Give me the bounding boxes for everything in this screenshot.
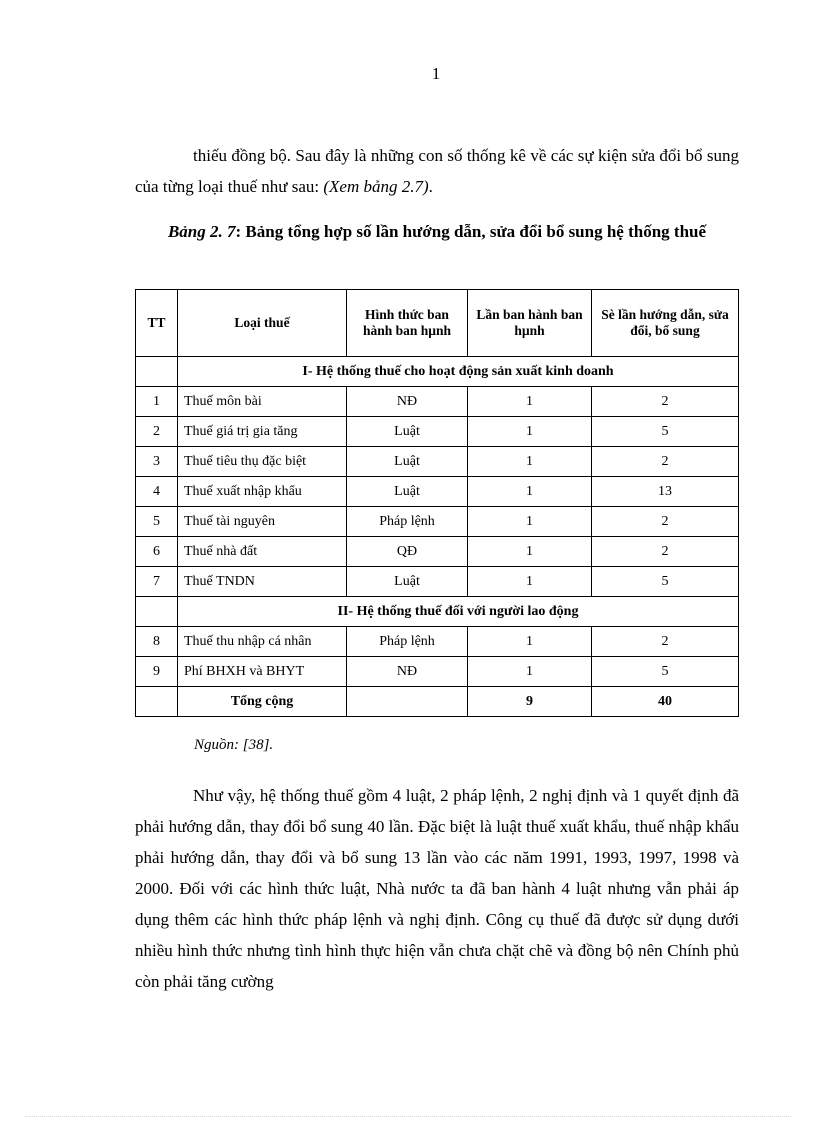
total-times: 9 [468,687,592,717]
cell-times: 1 [468,627,592,657]
header-form: Hình thức ban hành ban hµnh [347,290,468,357]
total-guide: 40 [592,687,739,717]
table-row [136,447,739,477]
cell-tt: 3 [136,447,178,477]
intro-paragraph [135,140,739,202]
table-reference: (Xem bảng 2.7) [323,177,429,196]
cell-tt: 9 [136,657,178,687]
cell-tax-type: Thuế tài nguyên [178,507,347,537]
page-number: 1 [431,64,441,83]
cell-tax-type: Thuế xuất nhập khẩu [178,477,347,507]
cell-form: Luật [347,477,468,507]
cell-form: NĐ [347,387,468,417]
intro-text: thiếu đồng bộ. Sau đây là những con số thống kê về các sự kiện sửa đổi bổ sung của từng loại thuế như sau: [135,146,739,196]
cell-form: NĐ [347,657,468,687]
table-header-row [136,290,739,357]
cell-form: Luật [347,417,468,447]
source-note: Nguồn: [38]. [194,737,274,753]
total-empty-form [347,687,468,717]
cell-form: Pháp lệnh [347,507,468,537]
header-issue-times: Lần ban hành ban hµnh [468,290,592,357]
body-text: Như vậy, hệ thống thuế gồm 4 luật, 2 pháp lệnh, 2 nghị định và 1 quyết định đã phải hướng dẫn, thay đổi bổ sung 40 lần. Đặc biệt là luật thuế xuất khẩu, thuế nhập khẩu phải hướng dẫn, thay đổi và bổ sung 13 lần vào các năm 1991, 1993, 1997, 1998 và 2000. Đối với các hình thức luật, Nhà nước ta đã ban hành 4 luật nhưng vẫn phải áp dụng thêm các hình thức pháp lệnh và nghị định. Công cụ thuế đã được sử dụng dưới nhiều hình thức nhưng tình hình thực hiện vẫn chưa chặt chẽ và đồng bộ nên Chính phủ còn phải tăng cường [135,786,739,991]
body-paragraph [135,780,739,997]
cell-times: 1 [468,567,592,597]
cell-tax-type: Thuế nhà đất [178,537,347,567]
cell-tt: 4 [136,477,178,507]
total-label: Tổng cộng [178,687,347,717]
cell-times: 1 [468,507,592,537]
cell-times: 1 [468,417,592,447]
table-row [136,627,739,657]
cell-tax-type: Phí BHXH và BHYT [178,657,347,687]
cell-guide: 2 [592,627,739,657]
cell-guide: 2 [592,447,739,477]
cell-tt: 5 [136,507,178,537]
section-title-2: II- Hệ thống thuế đối với người lao động [178,597,739,627]
cell-form: Pháp lệnh [347,627,468,657]
cell-form: QĐ [347,537,468,567]
section-row-2 [136,597,739,627]
header-guidance-count: Sè lần hướng dẫn, sửa đổi, bổ sung [592,290,739,357]
page-bottom-rule [25,1116,791,1117]
cell-times: 1 [468,537,592,567]
table-row [136,657,739,687]
cell-tt: 1 [136,387,178,417]
table-caption-text: : Bảng tổng hợp số lần hướng dẫn, sửa đổi bổ sung hệ thống thuế [235,222,707,241]
cell-guide: 5 [592,657,739,687]
cell-guide: 2 [592,387,739,417]
cell-times: 1 [468,387,592,417]
cell-times: 1 [468,657,592,687]
table-caption-label: Bảng 2. 7 [167,222,236,241]
table-row [136,567,739,597]
table-row [136,417,739,447]
cell-tax-type: Thuế môn bài [178,387,347,417]
tax-summary-table [135,289,739,717]
cell-tax-type: Thuế thu nhập cá nhân [178,627,347,657]
cell-guide: 2 [592,537,739,567]
table-row [136,387,739,417]
section-row-1 [136,357,739,387]
section-empty-cell [136,597,178,627]
total-empty-cell [136,687,178,717]
cell-guide: 5 [592,567,739,597]
cell-form: Luật [347,567,468,597]
cell-guide: 2 [592,507,739,537]
section-empty-cell [136,357,178,387]
table-row [136,507,739,537]
cell-tt: 6 [136,537,178,567]
cell-form: Luật [347,447,468,477]
intro-tail: . [428,177,433,196]
cell-guide: 5 [592,417,739,447]
total-row [136,687,739,717]
section-title-1: I- Hệ thống thuế cho hoạt động sản xuất kinh doanh [178,357,739,387]
table-row [136,477,739,507]
cell-guide: 13 [592,477,739,507]
cell-times: 1 [468,447,592,477]
table-caption [135,217,739,247]
cell-tt: 8 [136,627,178,657]
header-tt: TT [136,290,178,357]
cell-tt: 7 [136,567,178,597]
header-tax-type: Loại thuế [178,290,347,357]
cell-tax-type: Thuế tiêu thụ đặc biệt [178,447,347,477]
table-row [136,537,739,567]
cell-times: 1 [468,477,592,507]
cell-tt: 2 [136,417,178,447]
cell-tax-type: Thuế TNDN [178,567,347,597]
cell-tax-type: Thuế giá trị gia tăng [178,417,347,447]
